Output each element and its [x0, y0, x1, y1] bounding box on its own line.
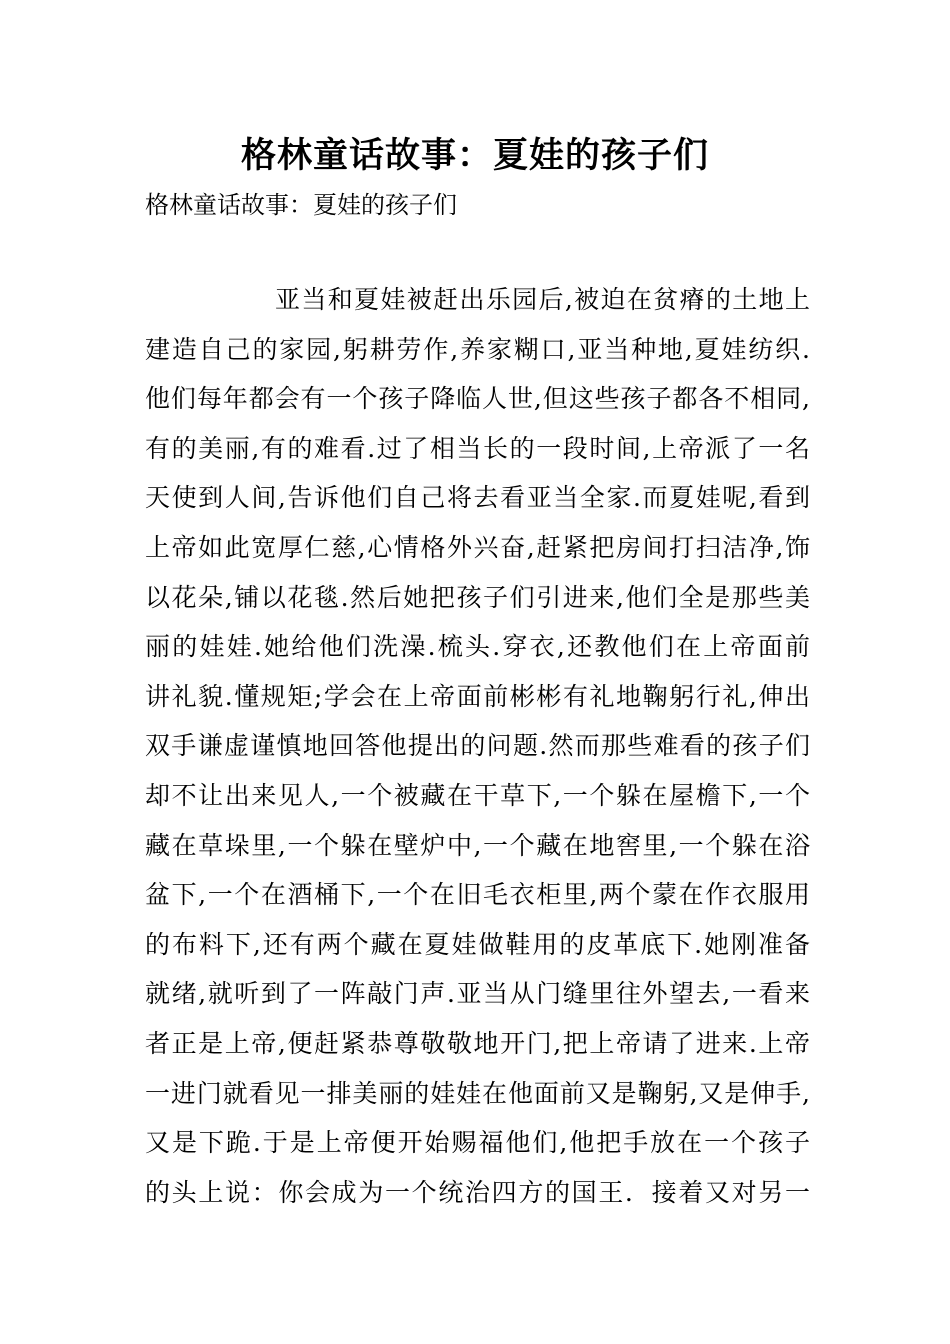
paragraph-line: 双手谦虚谨慎地回答他提出的问题.然而那些难看的孩子们 [145, 731, 810, 761]
document-title: 格林童话故事：夏娃的孩子们 [240, 136, 709, 176]
document-subtitle: 格林童话故事：夏娃的孩子们 [145, 191, 457, 219]
paragraph-line: 的头上说：你会成为一个统治四方的国王．接着又对另一 [145, 1177, 810, 1207]
paragraph-line: 亚当和夏娃被赶出乐园后,被迫在贫瘠的土地上 [275, 285, 810, 314]
paragraph-line: 他们每年都会有一个孩子降临人世,但这些孩子都各不相同, [145, 384, 810, 414]
paragraph-line: 上帝如此宽厚仁慈,心情格外兴奋,赶紧把房间打扫洁净,饰 [145, 532, 810, 562]
paragraph-line: 讲礼貌.懂规矩;学会在上帝面前彬彬有礼地鞠躬行礼,伸出 [145, 681, 810, 711]
paragraph-line: 却不让出来见人,一个被藏在干草下,一个躲在屋檐下,一个 [145, 780, 810, 810]
paragraph-line: 丽的娃娃.她给他们洗澡.梳头.穿衣,还教他们在上帝面前 [145, 632, 810, 662]
paragraph-line: 就绪,就听到了一阵敲门声.亚当从门缝里往外望去,一看来 [145, 979, 810, 1009]
paragraph-line: 天使到人间,告诉他们自己将去看亚当全家.而夏娃呢,看到 [145, 483, 810, 513]
paragraph-line: 一进门就看见一排美丽的娃娃在他面前又是鞠躬,又是伸手, [145, 1078, 810, 1108]
paragraph-line: 又是下跪.于是上帝便开始赐福他们,他把手放在一个孩子 [145, 1128, 810, 1158]
paragraph-line: 盆下,一个在酒桶下,一个在旧毛衣柜里,两个蒙在作衣服用 [145, 880, 810, 910]
document-body [145, 280, 810, 1222]
paragraph-line: 者正是上帝,便赶紧恭尊敬敬地开门,把上帝请了进来.上帝 [145, 1028, 810, 1058]
paragraph-line: 有的美丽,有的难看.过了相当长的一段时间,上帝派了一名 [145, 433, 810, 463]
paragraph-line: 的布料下,还有两个藏在夏娃做鞋用的皮革底下.她刚准备 [145, 929, 810, 959]
paragraph-line: 以花朵,铺以花毯.然后她把孩子们引进来,他们全是那些美 [145, 582, 810, 612]
paragraph-line: 藏在草垛里,一个躲在壁炉中,一个藏在地窖里,一个躲在浴 [145, 830, 810, 860]
paragraph-line: 建造自己的家园,躬耕劳作,养家糊口,亚当种地,夏娃纺织. [145, 334, 810, 364]
